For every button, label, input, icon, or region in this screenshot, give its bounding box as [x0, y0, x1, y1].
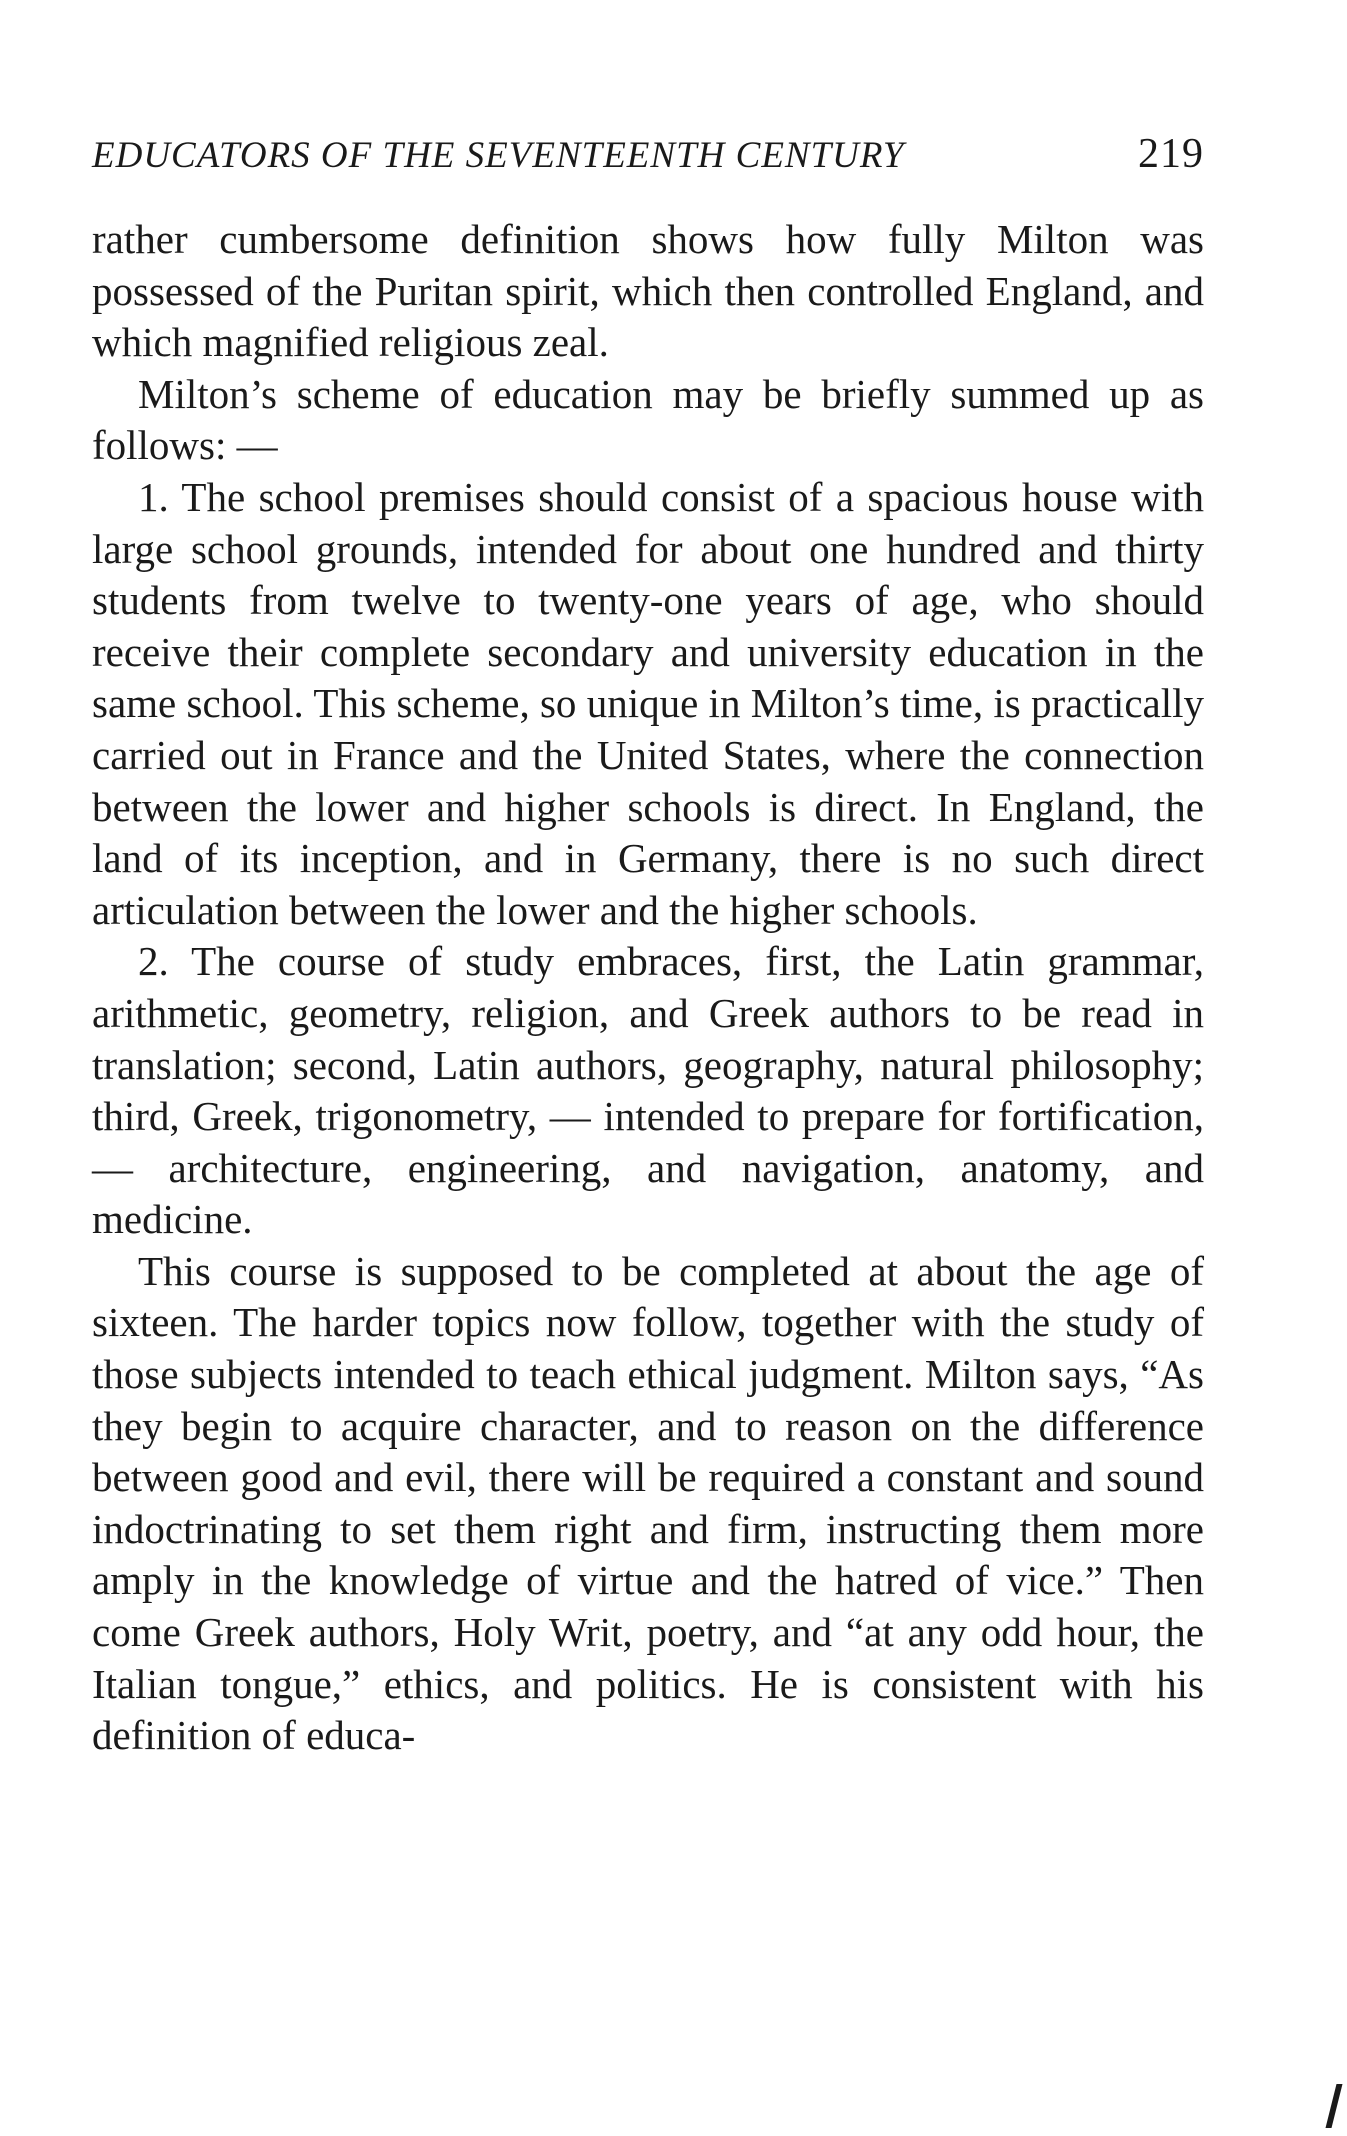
paragraph-4: 2. The course of study embraces, first, the Latin grammar, arithmetic, geometry, religion, and Greek authors to be read in translation; second, Latin authors, geography, natural philosophy; third, Greek, trigonometry, — intended to prepare for fortification, — architecture, engineering, and navigation, anatomy, and medicine.: [92, 938, 1204, 1243]
body-text: [92, 214, 1204, 1762]
page-number: 219: [1138, 131, 1204, 177]
running-title: EDUCATORS OF THE SEVENTEENTH CENTURY: [92, 135, 905, 176]
running-head: [92, 130, 1204, 178]
paragraph-3: 1. The school premises should consist of a spacious house with large school grounds, intended for about one hundred and thirty students from twelve to twenty-one years of age, who should receive their complete secondary and university education in the same school. This scheme, so unique in Milton’s time, is practically carried out in France and the United States, where the connection between the lower and higher schools is direct. In England, the land of its inception, and in Germany, there is no such direct articulation between the lower and the higher schools.: [92, 473, 1204, 933]
margin-ink-mark: [1326, 2084, 1343, 2128]
paragraph-2: Milton’s scheme of education may be briefly summed up as follows: —: [92, 370, 1204, 469]
paragraph-5: This course is supposed to be completed at about the age of sixteen. The harder topics now follow, together with the study of those subjects intended to teach ethical judgment. Milton says, “As they begin to acquire character, and to reason on the difference between good and evil, there will be required a constant and sound indoctrinating to set them right and firm, instructing them more amply in the knowledge of virtue and the hatred of vice.” Then come Greek authors, Holy Writ, poetry, and “at any odd hour, the Italian tongue,” ethics, and politics. He is consistent with his definition of educa-: [92, 1247, 1204, 1759]
book-page: [92, 130, 1204, 1762]
paragraph-1: rather cumbersome definition shows how fully Milton was possessed of the Puritan spirit, which then controlled England, and which magnified religious zeal.: [92, 216, 1204, 366]
